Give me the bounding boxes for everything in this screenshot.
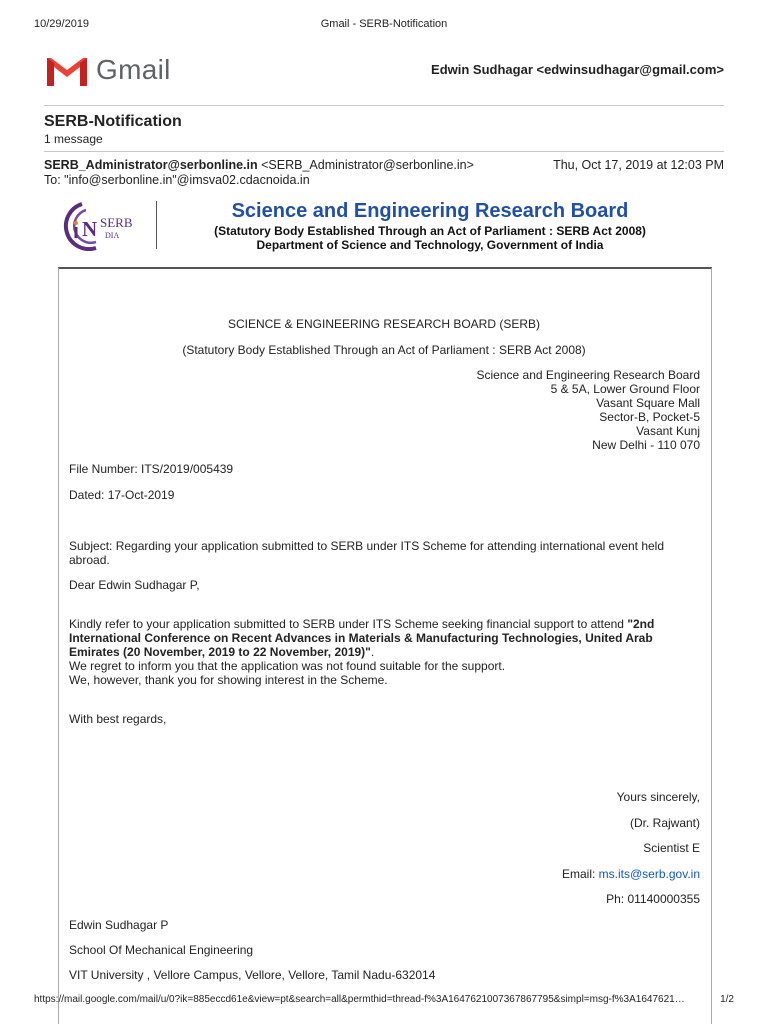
- address-line: Vasant Square Mall: [596, 396, 700, 410]
- yours-sincerely: Yours sincerely,: [616, 790, 700, 804]
- signatory-designation: Scientist E: [643, 841, 700, 855]
- letter-subheading: (Statutory Body Established Through an Act of Parliament : SERB Act 2008): [182, 343, 586, 357]
- print-page-number: 1/2: [720, 994, 734, 1005]
- recipient-line: To: "info@serbonline.in"@imsva02.cdacnoida.in: [44, 173, 310, 187]
- sender-name: SERB_Administrator@serbonline.in: [44, 158, 258, 172]
- recipient-department: School Of Mechanical Engineering: [69, 943, 254, 957]
- banner-title: Science and Engineering Research Board: [231, 200, 629, 222]
- signatory-email: [562, 867, 700, 881]
- letter-body: [69, 617, 701, 687]
- subject-line: abroad.: [69, 553, 110, 567]
- event-name: International Conference on Recent Advances in Materials & Manufacturing Technologies, United Arab: [69, 631, 653, 645]
- signatory-phone: Ph: 01140000355: [606, 892, 700, 906]
- message-date: Thu, Oct 17, 2019 at 12:03 PM: [553, 158, 724, 172]
- letter-heading: SCIENCE & ENGINEERING RESEARCH BOARD (SERB): [227, 317, 541, 331]
- account-label: Edwin Sudhagar <edwinsudhagar@gmail.com>: [431, 62, 724, 77]
- banner-subtitle: (Statutory Body Established Through an Act of Parliament : SERB Act 2008): [214, 224, 646, 238]
- body-line: [69, 645, 701, 659]
- message-count: 1 message: [44, 132, 103, 146]
- letter-subject: [69, 539, 701, 567]
- address-line: Sector-B, Pocket-5: [599, 410, 700, 424]
- body-line: [69, 631, 701, 645]
- sender[interactable]: [44, 158, 474, 172]
- logo-separator: [156, 201, 157, 249]
- serb-logo-subtext: DIA: [105, 231, 120, 240]
- recipient-address: VIT University , Vellore Campus, Vellore, Vellore, Tamil Nadu-632014: [69, 968, 436, 982]
- body-text: .: [370, 645, 375, 659]
- sender-email: <SERB_Administrator@serbonline.in>: [261, 158, 474, 172]
- serb-logo-icon: [56, 201, 156, 251]
- closing: With best regards,: [69, 712, 167, 726]
- body-line: [69, 617, 701, 631]
- print-url: https://mail.google.com/mail/u/0?ik=885eccd61e&view=pt&search=all&permthid=thread-f%3A1647621007367867795&simpl=msg-f%3A1647621…: [34, 994, 685, 1005]
- print-title: Gmail - SERB-Notification: [320, 18, 448, 30]
- gmail-wordmark: Gmail: [96, 54, 171, 85]
- address-line: 5 & 5A, Lower Ground Floor: [550, 382, 700, 396]
- divider: [44, 151, 724, 152]
- event-name: Emirates (20 November, 2019 to 22 November, 2019)": [69, 645, 371, 659]
- signatory-name: (Dr. Rajwant): [629, 816, 700, 830]
- file-number: File Number: ITS/2019/005439: [69, 462, 234, 476]
- subject-line: Subject: Regarding your application submitted to SERB under ITS Scheme for attending international event held: [69, 539, 665, 553]
- body-line: We, however, thank you for showing interest in the Scheme.: [69, 673, 388, 687]
- email-label: Email:: [561, 867, 599, 881]
- recipient-name: Edwin Sudhagar P: [69, 918, 169, 932]
- print-date: 10/29/2019: [34, 18, 90, 30]
- address-line: Vasant Kunj: [636, 424, 700, 438]
- address-line: New Delhi - 110 070: [592, 438, 700, 452]
- email-link[interactable]: ms.its@serb.gov.in: [598, 867, 700, 881]
- letter-date: Dated: 17-Oct-2019: [69, 488, 175, 502]
- body-line: We regret to inform you that the application was not found suitable for the support.: [69, 659, 506, 673]
- salutation: Dear Edwin Sudhagar P,: [69, 578, 200, 592]
- banner-department: Department of Science and Technology, Government of India: [256, 238, 604, 252]
- serb-logo-text: SERB: [100, 215, 133, 230]
- gmail-logo-icon[interactable]: [44, 54, 90, 88]
- divider: [44, 105, 724, 106]
- body-text: Kindly refer to your application submitted to SERB under ITS Scheme seeking financial support to attend: [69, 617, 628, 631]
- sender-address: [477, 368, 700, 452]
- address-line: Science and Engineering Research Board: [476, 368, 700, 382]
- event-name: "2nd: [627, 617, 655, 631]
- thread-subject: SERB-Notification: [44, 113, 182, 130]
- svg-text:N: N: [82, 217, 98, 241]
